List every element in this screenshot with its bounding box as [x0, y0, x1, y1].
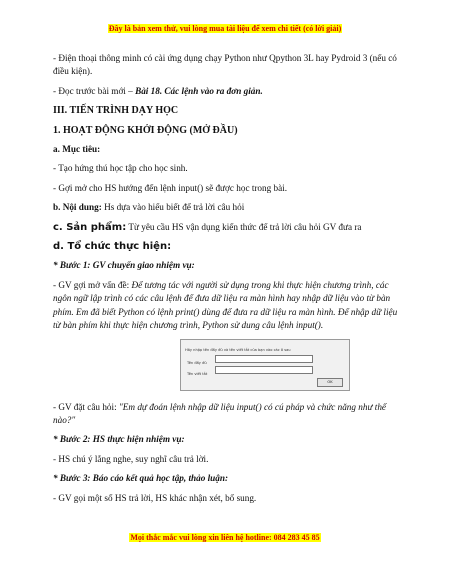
- input-dialog-image: [180, 339, 350, 391]
- ok-button: OK: [317, 378, 343, 387]
- preview-banner: Đây là bản xem thử, vui lòng mua tài liệu để xem chi tiết (có lời giải): [108, 24, 342, 33]
- heading-iii: III. TIẾN TRÌNH DẠY HỌC: [53, 105, 179, 117]
- teacher-prompt: - GV gợi mở vấn đề: Để tương tác với người sử dụng trong khi thực hiện chương trình, các ngôn ngữ lập trình có các câu lệnh để đưa dữ liệu ra màn hình hay nhập dữ liệu vào từ bàn phím. Em đã biết Python có lệnh print() dùng để đưa ra dữ liệu ra màn hình. Để nhập dữ liệu từ bàn phím khi thực hiện chương trình, Python sử dung câu lệnh input().: [53, 279, 398, 331]
- objective-2: - Gợi mở cho HS hướng đến lệnh input() sẽ được học trong bài.: [53, 182, 288, 193]
- step-1: * Bước 1: GV chuyển giao nhiệm vụ:: [53, 260, 195, 271]
- label-short-name: Tên viết tắt: [187, 371, 208, 376]
- dialog-message: Hãy nhập tên đầy đủ và tên viết tắt của bạn vào các ô sau: [185, 347, 291, 352]
- product-line: c. Sản phẩm: Từ yêu cầu HS vận dụng kiến thức để trả lời câu hỏi GV đưa ra: [53, 221, 362, 233]
- objective-1: - Tạo hứng thú học tập cho học sinh.: [53, 163, 188, 174]
- full-name-field: [215, 355, 313, 363]
- hotline-banner: Mọi thắc mắc vui lòng xin liên hệ hotline: 084 283 45 85: [130, 533, 320, 542]
- paragraph-phone: - Điện thoại thông minh có cài ứng dụng chạy Python như Qpython 3L hay Pydroid 3 (nếu có điều kiện).: [53, 53, 397, 77]
- short-name-field: [215, 366, 313, 374]
- content-line: b. Nội dung: Hs dựa vào hiểu biết để trả lời câu hỏi: [53, 202, 245, 213]
- label-organization: d. Tổ chức thực hiện:: [53, 241, 172, 253]
- step-3: * Bước 3: Báo cáo kết quả học tập, thảo luận:: [53, 473, 229, 484]
- heading-activity-1: 1. HOẠT ĐỘNG KHỞI ĐỘNG (MỞ ĐẦU): [53, 124, 238, 136]
- label-full-name: Tên đầy đủ: [187, 360, 207, 365]
- document-body: [53, 52, 405, 511]
- step-2-text: - HS chú ý lắng nghe, suy nghĩ câu trả lời.: [53, 453, 209, 464]
- step-3-text: - GV gọi một số HS trả lời, HS khác nhận xét, bổ sung.: [53, 492, 257, 503]
- step-2: * Bước 2: HS thực hiện nhiệm vụ:: [53, 434, 185, 445]
- label-objective: a. Mục tiêu:: [53, 144, 101, 155]
- paragraph-read-ahead: - Đọc trước bài mới – Bài 18. Các lệnh vào ra đơn giản.: [53, 85, 263, 96]
- teacher-question: - GV đặt câu hỏi: "Em dự đoán lệnh nhập dữ liệu input() có cú pháp và chức năng như thế nào?": [53, 401, 386, 425]
